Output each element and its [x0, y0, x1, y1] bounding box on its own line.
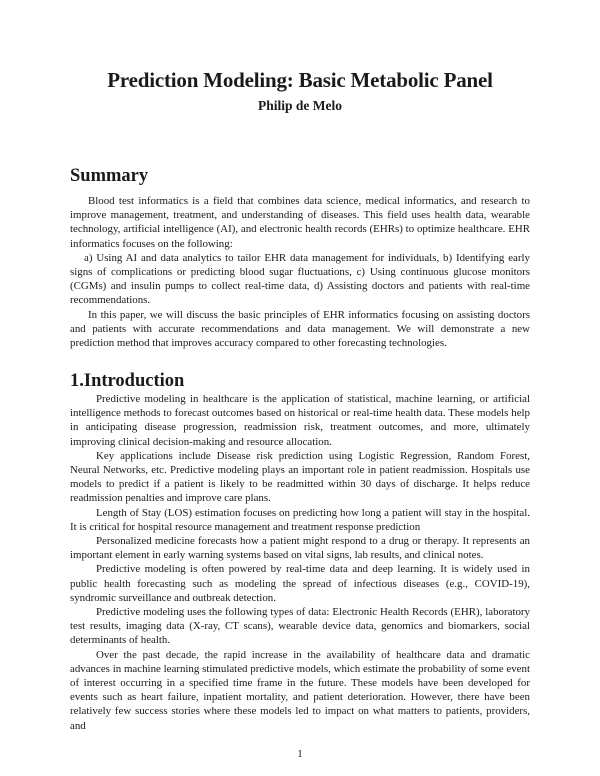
summary-section [70, 194, 530, 350]
intro-paragraph: Predictive modeling in healthcare is the application of statistical, machine learning, or artificial intelligence methods to forecast outcomes based on historical or real-time health data. These models help in anticipating disease progression, readmission risk, treatment outcomes, and more, ultimately improving clinical decision-making and resource allocation. [70, 393, 530, 448]
page-number: 1 [297, 748, 303, 760]
intro-paragraph: Length of Stay (LOS) estimation focuses on predicting how long a patient will stay in the hospital. It is critical for hospital resource management and treatment response prediction [70, 506, 530, 533]
intro-paragraph: Over the past decade, the rapid increase in the availability of healthcare data and dramatic advances in machine learning stimulated predictive models, which estimate the probability of some event of interest occurring in a specified time frame in the future. These models have been developed for events such as heart failure, inpatient mortality, and patient deterioration. However, there have been relatively few success stories where these models led to impact on what matters to patients, providers, and [70, 648, 530, 732]
introduction-heading: 1.Introduction [70, 371, 185, 391]
intro-paragraph: Personalized medicine forecasts how a patient might respond to a drug or therapy. It represents an important element in early warning systems based on vital signs, lab results, and clinical notes. [70, 535, 530, 562]
intro-paragraph: Key applications include Disease risk prediction using Logistic Regression, Random Forest, Neural Networks, etc. Predictive modeling plays an important role in patient readmission. Hospitals use models to predict if a patient is likely to be readmitted within 30 days of discharge. It helps reduce readmission penalties and improve care plans. [70, 449, 530, 505]
paper-title: Prediction Modeling: Basic Metabolic Panel [107, 68, 493, 92]
summary-paragraph: In this paper, we will discuss the basic principles of EHR informatics focusing on assisting doctors and patients with accurate recommendations and data management. We will demonstrate a new prediction method that improves accuracy compared to other forecasting technologies. [70, 308, 530, 350]
intro-paragraph: Predictive modeling uses the following types of data: Electronic Health Records (EHR), laboratory test results, imaging data (X-ray, CT scans), wearable device data, genomics and biomarkers, social determinants of health. [70, 606, 530, 647]
summary-list-paragraph: a) Using AI and data analytics to tailor EHR data management for individuals, b) Identifying early signs of complications or predicting blood sugar fluctuations, c) Using continuous glucose monitors (CGMs) and insulin pumps to collect real-time data, d) Assisting doctors and patients with real-time recommendations. [70, 251, 530, 307]
summary-paragraph: Blood test informatics is a field that combines data science, medical informatics, and research to improve management, treatment, and understanding of diseases. This field uses health data, wearable technology, artificial intelligence (AI), and electronic health records (EHRs) to optimize healthcare. EHR informatics focuses on the following: [70, 195, 530, 250]
paper-author: Philip de Melo [258, 98, 342, 113]
summary-heading: Summary [70, 166, 149, 186]
introduction-section [70, 392, 530, 733]
intro-paragraph: Predictive modeling is often powered by real-time data and deep learning. It is widely used in public health forecasting such as modeling the spread of infectious diseases (e.g., COVID-19), syndromic surveillance and outbreak detection. [70, 563, 530, 604]
